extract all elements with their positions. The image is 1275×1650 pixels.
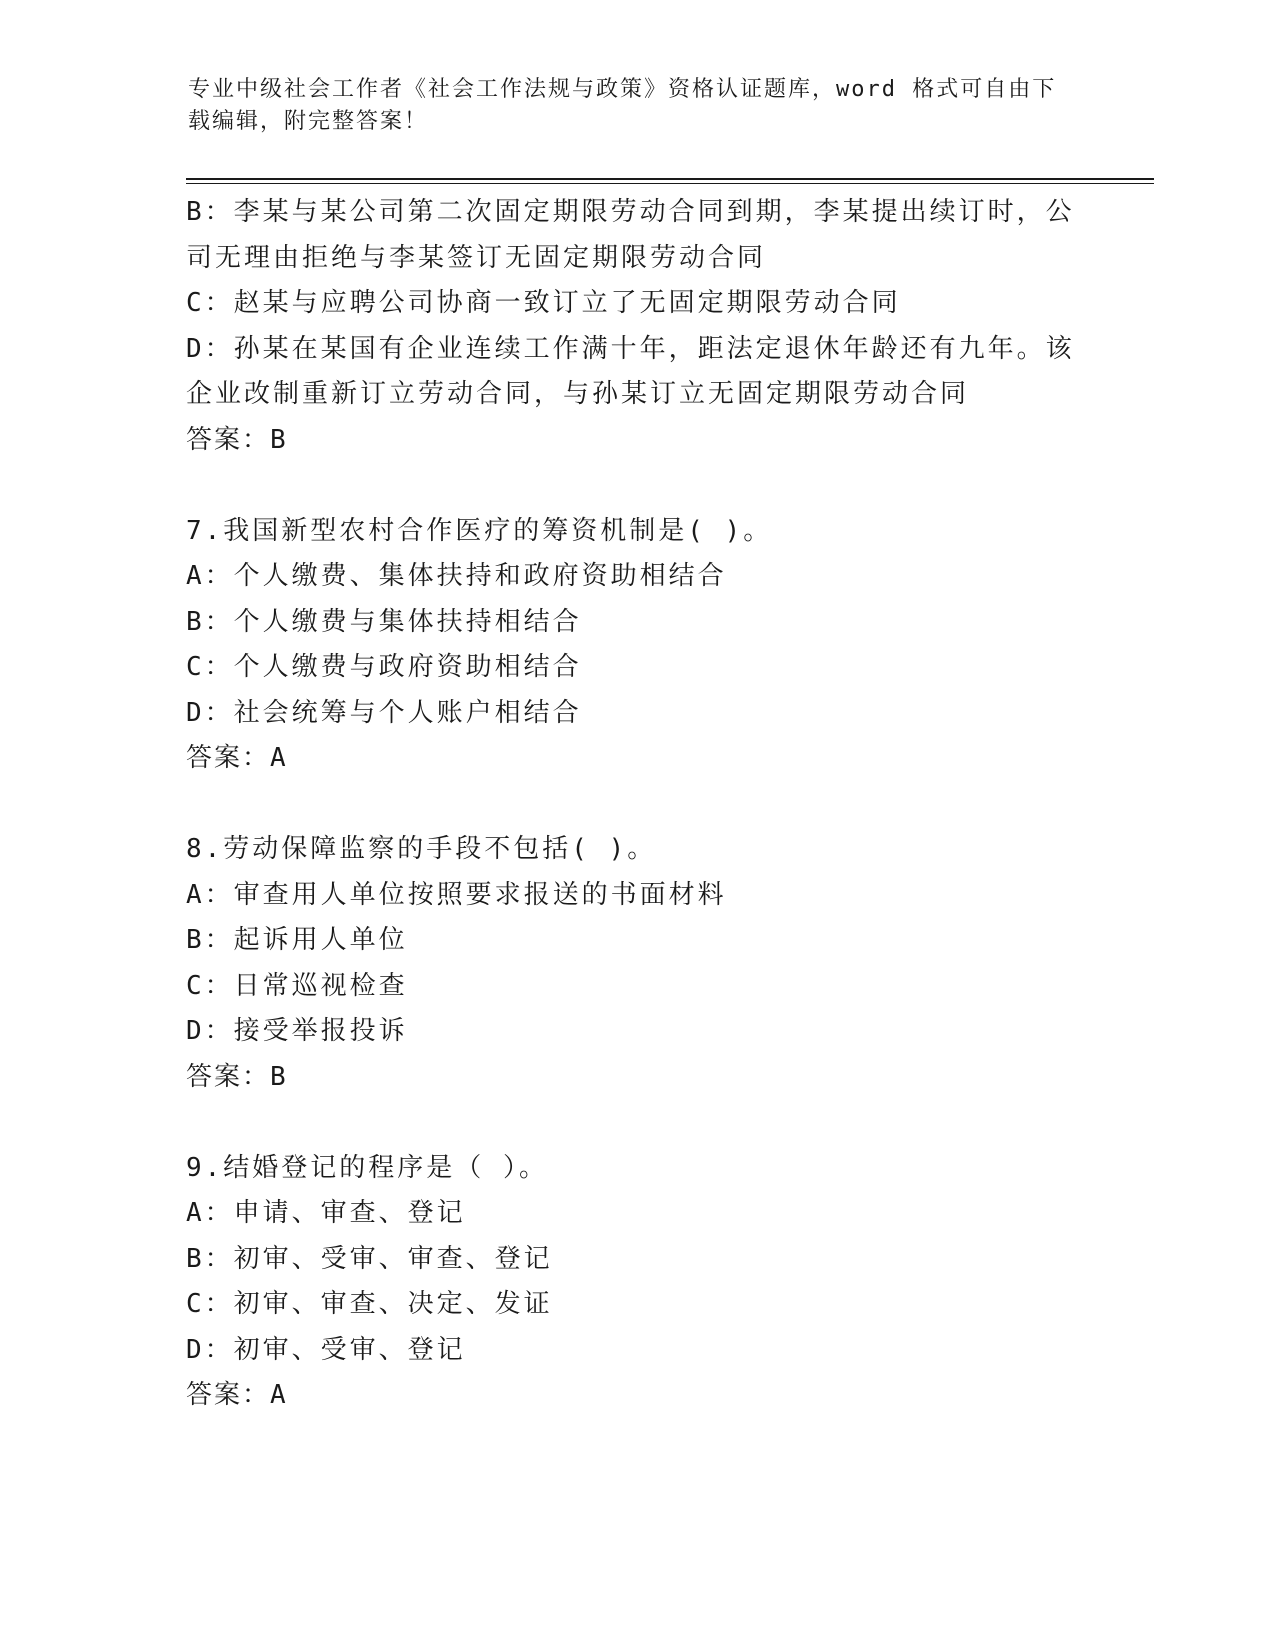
header-line-2: 载编辑，附完整答案！	[188, 109, 429, 134]
option-b: B：起诉用人单位	[186, 925, 408, 955]
option-d: D：社会统筹与个人账户相结合	[186, 697, 582, 728]
question-7	[186, 509, 1086, 782]
question-6-continued	[186, 190, 1086, 463]
question-stem: 8.劳动保障监察的手段不包括( )。	[186, 834, 657, 864]
spacer	[186, 1100, 1086, 1146]
question-stem: 9.结婚登记的程序是（ ）。	[186, 1152, 548, 1183]
question-stem: 7.我国新型农村合作医疗的筹资机制是( )。	[186, 515, 773, 546]
answer: 答案：A	[186, 743, 288, 773]
header-divider-thick	[186, 178, 1154, 180]
option-a: A：申请、审查、登记	[186, 1198, 466, 1228]
option-b-line-2: 司无理由拒绝与李某签订无固定期限劳动合同	[186, 242, 767, 273]
answer: 答案：B	[186, 424, 288, 455]
option-d: D：初审、受审、登记	[186, 1334, 466, 1365]
question-8	[186, 827, 1086, 1100]
option-c: C：个人缴费与政府资助相结合	[186, 652, 582, 682]
option-a: A：审查用人单位按照要求报送的书面材料	[186, 879, 727, 910]
option-d-line-2: 企业改制重新订立劳动合同，与孙某订立无固定期限劳动合同	[186, 379, 970, 409]
answer: 答案：A	[186, 1380, 288, 1410]
option-b-line-1: B：李某与某公司第二次固定期限劳动合同到期，李某提出续订时，公	[186, 197, 1075, 227]
answer: 答案：B	[186, 1061, 288, 1092]
header-line-1: 专业中级社会工作者《社会工作法规与政策》资格认证题库，word 格式可自由下	[188, 77, 1057, 102]
option-b: B：初审、受审、审查、登记	[186, 1243, 553, 1274]
option-c: C：日常巡视检查	[186, 970, 408, 1001]
option-c: C：赵某与应聘公司协商一致订立了无固定期限劳动合同	[186, 288, 901, 318]
spacer	[186, 463, 1086, 509]
header-divider-thin	[186, 183, 1154, 184]
option-d-line-1: D：孙某在某国有企业连续工作满十年，距法定退休年龄还有九年。该	[186, 333, 1075, 364]
option-b: B：个人缴费与集体扶持相结合	[186, 606, 582, 637]
question-9	[186, 1146, 1086, 1419]
option-c: C：初审、审查、决定、发证	[186, 1289, 553, 1319]
option-a: A：个人缴费、集体扶持和政府资助相结合	[186, 561, 727, 591]
question-list	[186, 190, 1086, 1419]
spacer	[186, 782, 1086, 828]
option-d: D：接受举报投诉	[186, 1016, 408, 1046]
document-header	[188, 74, 1088, 138]
